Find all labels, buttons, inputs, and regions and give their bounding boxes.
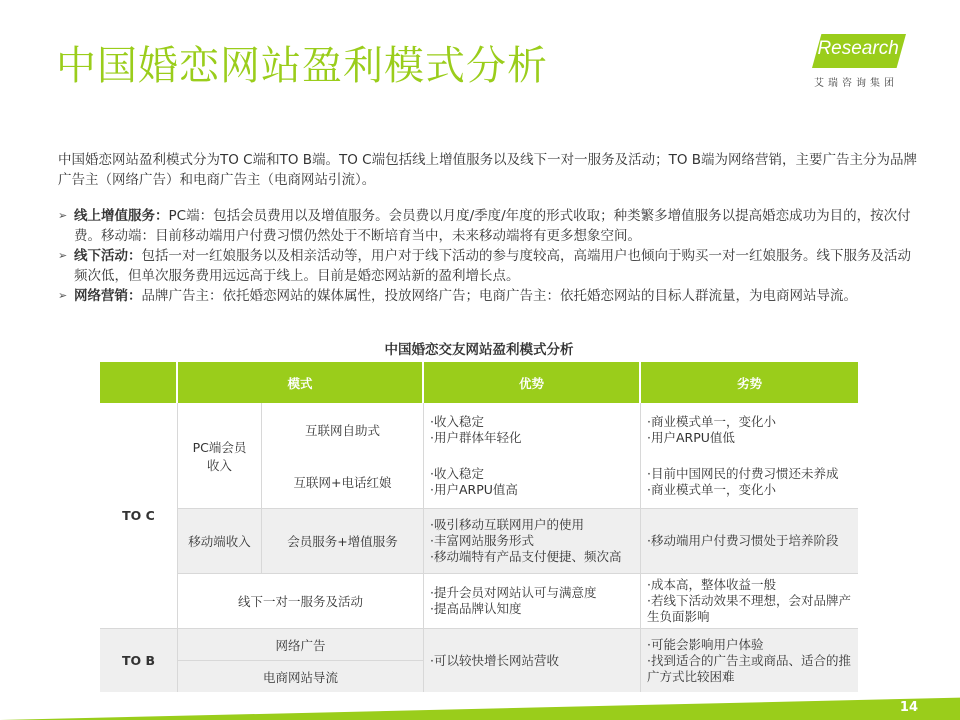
self-service-advantages [424, 403, 641, 456]
advantage-line: ·可以较快增长网站营收 [430, 652, 559, 668]
online-ads-mode: 网络广告 [178, 629, 424, 661]
advantage-line: ·吸引移动互联网用户的使用 [430, 517, 584, 532]
advantage-line: ·提升会员对网站认可与满意度 [430, 585, 597, 600]
header-disadvantage: 劣势 [641, 362, 858, 403]
arrow-icon: ➢ [58, 289, 68, 302]
advantage-line: ·提高品牌认知度 [430, 601, 522, 616]
profit-model-table [100, 362, 858, 692]
disadvantage-line: ·可能会影响用户体验 [647, 636, 764, 652]
disadvantage-line: ·成本高，整体收益一般 [647, 577, 776, 592]
bullet-list [58, 206, 920, 306]
disadvantage-line: ·找到适合的广告主或商品、适合的推广方式比较困难 [647, 652, 851, 684]
advantage-line: ·丰富网站服务形式 [430, 533, 534, 548]
disadvantage-line: ·移动端用户付费习惯处于培养阶段 [647, 533, 839, 548]
bullet-head: 网络营销： [74, 288, 142, 304]
bullet-offline [58, 246, 920, 286]
bullet-network-marketing [58, 286, 920, 306]
advantage-line: ·收入稳定 [430, 413, 484, 429]
advantage-line: ·收入稳定 [430, 466, 484, 481]
logo-text: iResearch [813, 38, 899, 59]
tob-label: TO B [100, 629, 178, 692]
iresearch-logo [806, 34, 906, 92]
header-mode: 模式 [178, 362, 424, 403]
toc-label: TO C [100, 403, 178, 629]
offline-advantages [424, 574, 641, 629]
arrow-icon: ➢ [58, 209, 68, 222]
self-service-mode: 互联网自助式 [262, 403, 424, 456]
advantage-line: ·用户ARPU值高 [430, 482, 518, 497]
bullet-online-value [58, 206, 920, 246]
disadvantage-line: ·若线下活动效果不理想，会对品牌产生负面影响 [647, 593, 851, 624]
ecommerce-traffic-mode: 电商网站导流 [178, 661, 424, 692]
phone-matchmaker-mode: 互联网+电话红娘 [262, 456, 424, 509]
arrow-icon: ➢ [58, 249, 68, 262]
disadvantage-line: ·商业模式单一，变化小 [647, 482, 776, 497]
header-advantage: 优势 [424, 362, 641, 403]
mobile-income: 移动端收入 [178, 509, 262, 574]
offline-disadvantages [641, 574, 858, 629]
pc-member-income: PC端会员收入 [178, 403, 262, 509]
mobile-disadvantages [641, 509, 858, 574]
header-blank [100, 362, 178, 403]
page-number: 14 [899, 700, 918, 715]
bullet-text: 品牌广告主：依托婚恋网站的媒体属性，投放网络广告；电商广告主：依托婚恋网站的目标人群流量，为电商网站导流。 [141, 288, 857, 304]
mobile-advantages [424, 509, 641, 574]
advantage-line: ·用户群体年轻化 [430, 429, 522, 445]
advantage-line: ·移动端特有产品支付便捷、频次高 [430, 549, 622, 564]
phone-matchmaker-disadvantages [641, 456, 858, 509]
page-title: 中国婚恋网站盈利模式分析 [56, 43, 548, 89]
bullet-head: 线下活动： [74, 248, 142, 264]
tob-advantages [424, 629, 641, 692]
disadvantage-line: ·用户ARPU值低 [647, 429, 735, 445]
disadvantage-line: ·目前中国网民的付费习惯还未养成 [647, 466, 839, 481]
member-value-added-mode: 会员服务+增值服务 [262, 509, 424, 574]
offline-service-mode: 线下一对一服务及活动 [178, 574, 424, 629]
self-service-disadvantages [641, 403, 858, 456]
tob-disadvantages [641, 629, 858, 692]
phone-matchmaker-advantages [424, 456, 641, 509]
bullet-text: PC端：包括会员费用以及增值服务。会员费以月度/季度/年度的形式收取；种类繁多增值服务以提高婚恋成功为目的，按次付费。移动端：目前移动端用户付费习惯仍然处于不断培育当中，未来移动端将有更多想象空间。 [74, 208, 911, 244]
bullet-head: 线上增值服务： [74, 208, 169, 224]
logo-subtitle: 艾瑞咨询集团 [814, 78, 898, 89]
intro-paragraph: 中国婚恋网站盈利模式分为TO C端和TO B端。TO C端包括线上增值服务以及线下一对一服务及活动；TO B端为网络营销，主要广告主分为品牌广告主（网络广告）和电商广告主（电商网站引流）。 [58, 152, 918, 188]
bullet-text: 包括一对一红娘服务以及相亲活动等，用户对于线下活动的参与度较高，高端用户也倾向于购买一对一红娘服务。线下服务及活动频次低，但单次服务费用远远高于线上。目前是婚恋网站新的盈利增长点。 [74, 248, 911, 284]
table-title: 中国婚恋交友网站盈利模式分析 [384, 342, 574, 358]
disadvantage-line: ·商业模式单一，变化小 [647, 413, 776, 429]
